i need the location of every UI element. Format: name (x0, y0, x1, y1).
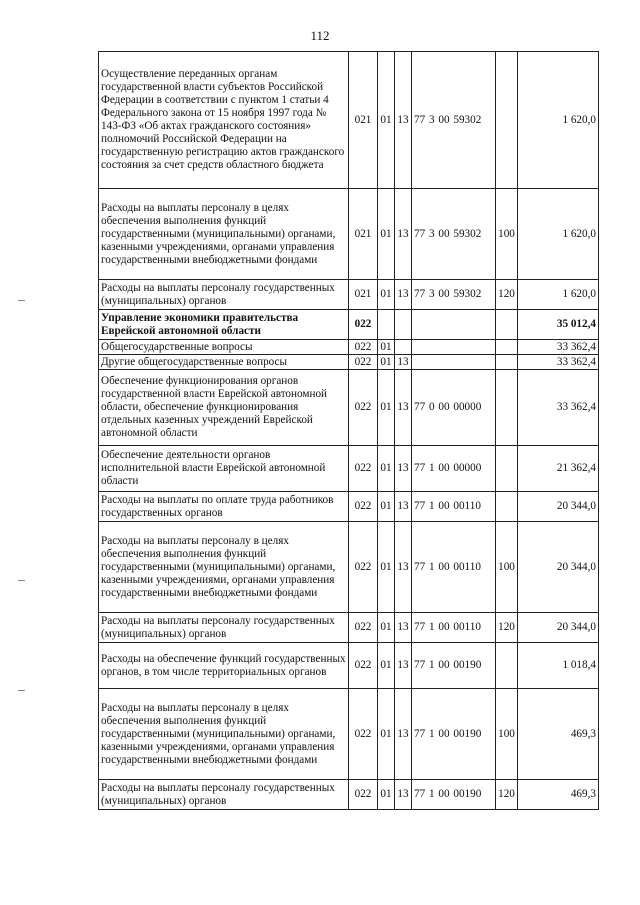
target-article-cell (412, 340, 496, 355)
subsection-code-cell: 13 (395, 613, 412, 643)
expense-type-cell: 120 (496, 780, 518, 810)
amount-cell: 1 620,0 (518, 280, 599, 310)
section-code-cell: 01 (378, 613, 395, 643)
amount-cell: 1 018,4 (518, 643, 599, 689)
subsection-code-cell: 13 (395, 780, 412, 810)
budget-table-body (99, 52, 599, 810)
table-row (99, 189, 599, 280)
expense-type-cell (496, 52, 518, 189)
amount-cell: 1 620,0 (518, 52, 599, 189)
amount-cell: 1 620,0 (518, 189, 599, 280)
table-row (99, 613, 599, 643)
subsection-code-cell (395, 340, 412, 355)
row-name-cell: Расходы на выплаты персоналу в целях обеспечения выполнения функций государственными (муниципальными) органами, казенными учреждениями, органами управления государственными внебюджетными фондами (99, 522, 349, 613)
row-name-cell: Обеспечение функционирования органов государственной власти Еврейской автономной области, обеспечение функционирования отдельных казенных учреждений Еврейской автономной области (99, 370, 349, 446)
table-row (99, 643, 599, 689)
ministry-code-cell: 022 (349, 370, 378, 446)
expense-type-cell: 100 (496, 689, 518, 780)
section-code-cell: 01 (378, 189, 395, 280)
ministry-code-cell: 022 (349, 355, 378, 370)
section-code-cell: 01 (378, 643, 395, 689)
target-article-cell: 77 0 00 00000 (412, 370, 496, 446)
target-article-cell: 77 3 00 59302 (412, 52, 496, 189)
section-code-cell: 01 (378, 522, 395, 613)
subsection-code-cell: 13 (395, 492, 412, 522)
target-article-cell: 77 3 00 59302 (412, 280, 496, 310)
ministry-code-cell: 022 (349, 522, 378, 613)
target-article-cell: 77 1 00 00110 (412, 492, 496, 522)
expense-type-cell: 100 (496, 189, 518, 280)
section-code-cell: 01 (378, 370, 395, 446)
table-row (99, 492, 599, 522)
section-code-cell: 01 (378, 780, 395, 810)
expense-type-cell (496, 370, 518, 446)
ministry-code-cell: 022 (349, 643, 378, 689)
section-code-cell: 01 (378, 492, 395, 522)
subsection-code-cell: 13 (395, 643, 412, 689)
row-name-cell: Обеспечение деятельности органов исполнительной власти Еврейской автономной области (99, 446, 349, 492)
subsection-code-cell: 13 (395, 52, 412, 189)
table-row (99, 52, 599, 189)
section-code-cell: 01 (378, 355, 395, 370)
subsection-code-cell: 13 (395, 280, 412, 310)
row-name-cell: Осуществление переданных органам государственной власти субъектов Российской Федерации в соответствии с пунктом 1 статьи 4 Федерального закона от 15 ноября 1997 года № 143-ФЗ «Об актах гражданского состояния» полномочий Российской Федерации на государственную регистрацию актов гражданского состояния за счет средств областного бюджета (99, 52, 349, 189)
expense-type-cell: 100 (496, 522, 518, 613)
subsection-code-cell: 13 (395, 446, 412, 492)
section-code-cell: 01 (378, 446, 395, 492)
expense-type-cell: 120 (496, 613, 518, 643)
row-name-cell: Общегосударственные вопросы (99, 340, 349, 355)
subsection-code-cell: 13 (395, 355, 412, 370)
table-row (99, 446, 599, 492)
margin-mark (18, 300, 25, 301)
section-code-cell: 01 (378, 280, 395, 310)
row-name-cell: Расходы на выплаты персоналу государственных (муниципальных) органов (99, 780, 349, 810)
row-name-cell: Управление экономики правительства Еврейской автономной области (99, 310, 349, 340)
target-article-cell: 77 1 00 00190 (412, 643, 496, 689)
subsection-code-cell (395, 310, 412, 340)
margin-mark (18, 580, 25, 581)
table-row (99, 780, 599, 810)
ministry-code-cell: 021 (349, 189, 378, 280)
section-code-cell (378, 310, 395, 340)
amount-cell: 20 344,0 (518, 492, 599, 522)
ministry-code-cell: 022 (349, 310, 378, 340)
table-row (99, 689, 599, 780)
table-row (99, 522, 599, 613)
ministry-code-cell: 022 (349, 780, 378, 810)
amount-cell: 20 344,0 (518, 613, 599, 643)
table-row (99, 310, 599, 340)
section-code-cell: 01 (378, 340, 395, 355)
expense-type-cell (496, 340, 518, 355)
subsection-code-cell: 13 (395, 189, 412, 280)
expense-type-cell (496, 446, 518, 492)
table-row (99, 370, 599, 446)
target-article-cell: 77 1 00 00000 (412, 446, 496, 492)
table-row (99, 280, 599, 310)
budget-table (98, 51, 599, 810)
subsection-code-cell: 13 (395, 370, 412, 446)
amount-cell: 33 362,4 (518, 340, 599, 355)
target-article-cell: 77 1 00 00110 (412, 522, 496, 613)
section-code-cell: 01 (378, 689, 395, 780)
expense-type-cell (496, 492, 518, 522)
amount-cell: 469,3 (518, 689, 599, 780)
table-row (99, 340, 599, 355)
expense-type-cell: 120 (496, 280, 518, 310)
expense-type-cell (496, 643, 518, 689)
amount-cell: 469,3 (518, 780, 599, 810)
row-name-cell: Расходы на выплаты персоналу в целях обеспечения выполнения функций государственными (муниципальными) органами, казенными учреждениями, органами управления государственными внебюджетными фондами (99, 689, 349, 780)
ministry-code-cell: 022 (349, 492, 378, 522)
ministry-code-cell: 022 (349, 340, 378, 355)
amount-cell: 35 012,4 (518, 310, 599, 340)
row-name-cell: Расходы на выплаты персоналу государственных (муниципальных) органов (99, 280, 349, 310)
expense-type-cell (496, 310, 518, 340)
ministry-code-cell: 022 (349, 446, 378, 492)
row-name-cell: Расходы на обеспечение функций государственных органов, в том числе территориальных органов (99, 643, 349, 689)
ministry-code-cell: 021 (349, 52, 378, 189)
ministry-code-cell: 022 (349, 613, 378, 643)
amount-cell: 33 362,4 (518, 370, 599, 446)
table-row (99, 355, 599, 370)
subsection-code-cell: 13 (395, 522, 412, 613)
target-article-cell: 77 1 00 00190 (412, 780, 496, 810)
row-name-cell: Расходы на выплаты персоналу государственных (муниципальных) органов (99, 613, 349, 643)
target-article-cell (412, 355, 496, 370)
ministry-code-cell: 022 (349, 689, 378, 780)
ministry-code-cell: 021 (349, 280, 378, 310)
expense-type-cell (496, 355, 518, 370)
target-article-cell: 77 1 00 00190 (412, 689, 496, 780)
page-number: 112 (310, 28, 330, 43)
amount-cell: 21 362,4 (518, 446, 599, 492)
margin-mark (18, 690, 25, 691)
amount-cell: 20 344,0 (518, 522, 599, 613)
target-article-cell: 77 3 00 59302 (412, 189, 496, 280)
amount-cell: 33 362,4 (518, 355, 599, 370)
row-name-cell: Другие общегосударственные вопросы (99, 355, 349, 370)
section-code-cell: 01 (378, 52, 395, 189)
subsection-code-cell: 13 (395, 689, 412, 780)
target-article-cell: 77 1 00 00110 (412, 613, 496, 643)
row-name-cell: Расходы на выплаты по оплате труда работников государственных органов (99, 492, 349, 522)
target-article-cell (412, 310, 496, 340)
row-name-cell: Расходы на выплаты персоналу в целях обеспечения выполнения функций государственными (муниципальными) органами, казенными учреждениями, органами управления государственными внебюджетными фондами (99, 189, 349, 280)
